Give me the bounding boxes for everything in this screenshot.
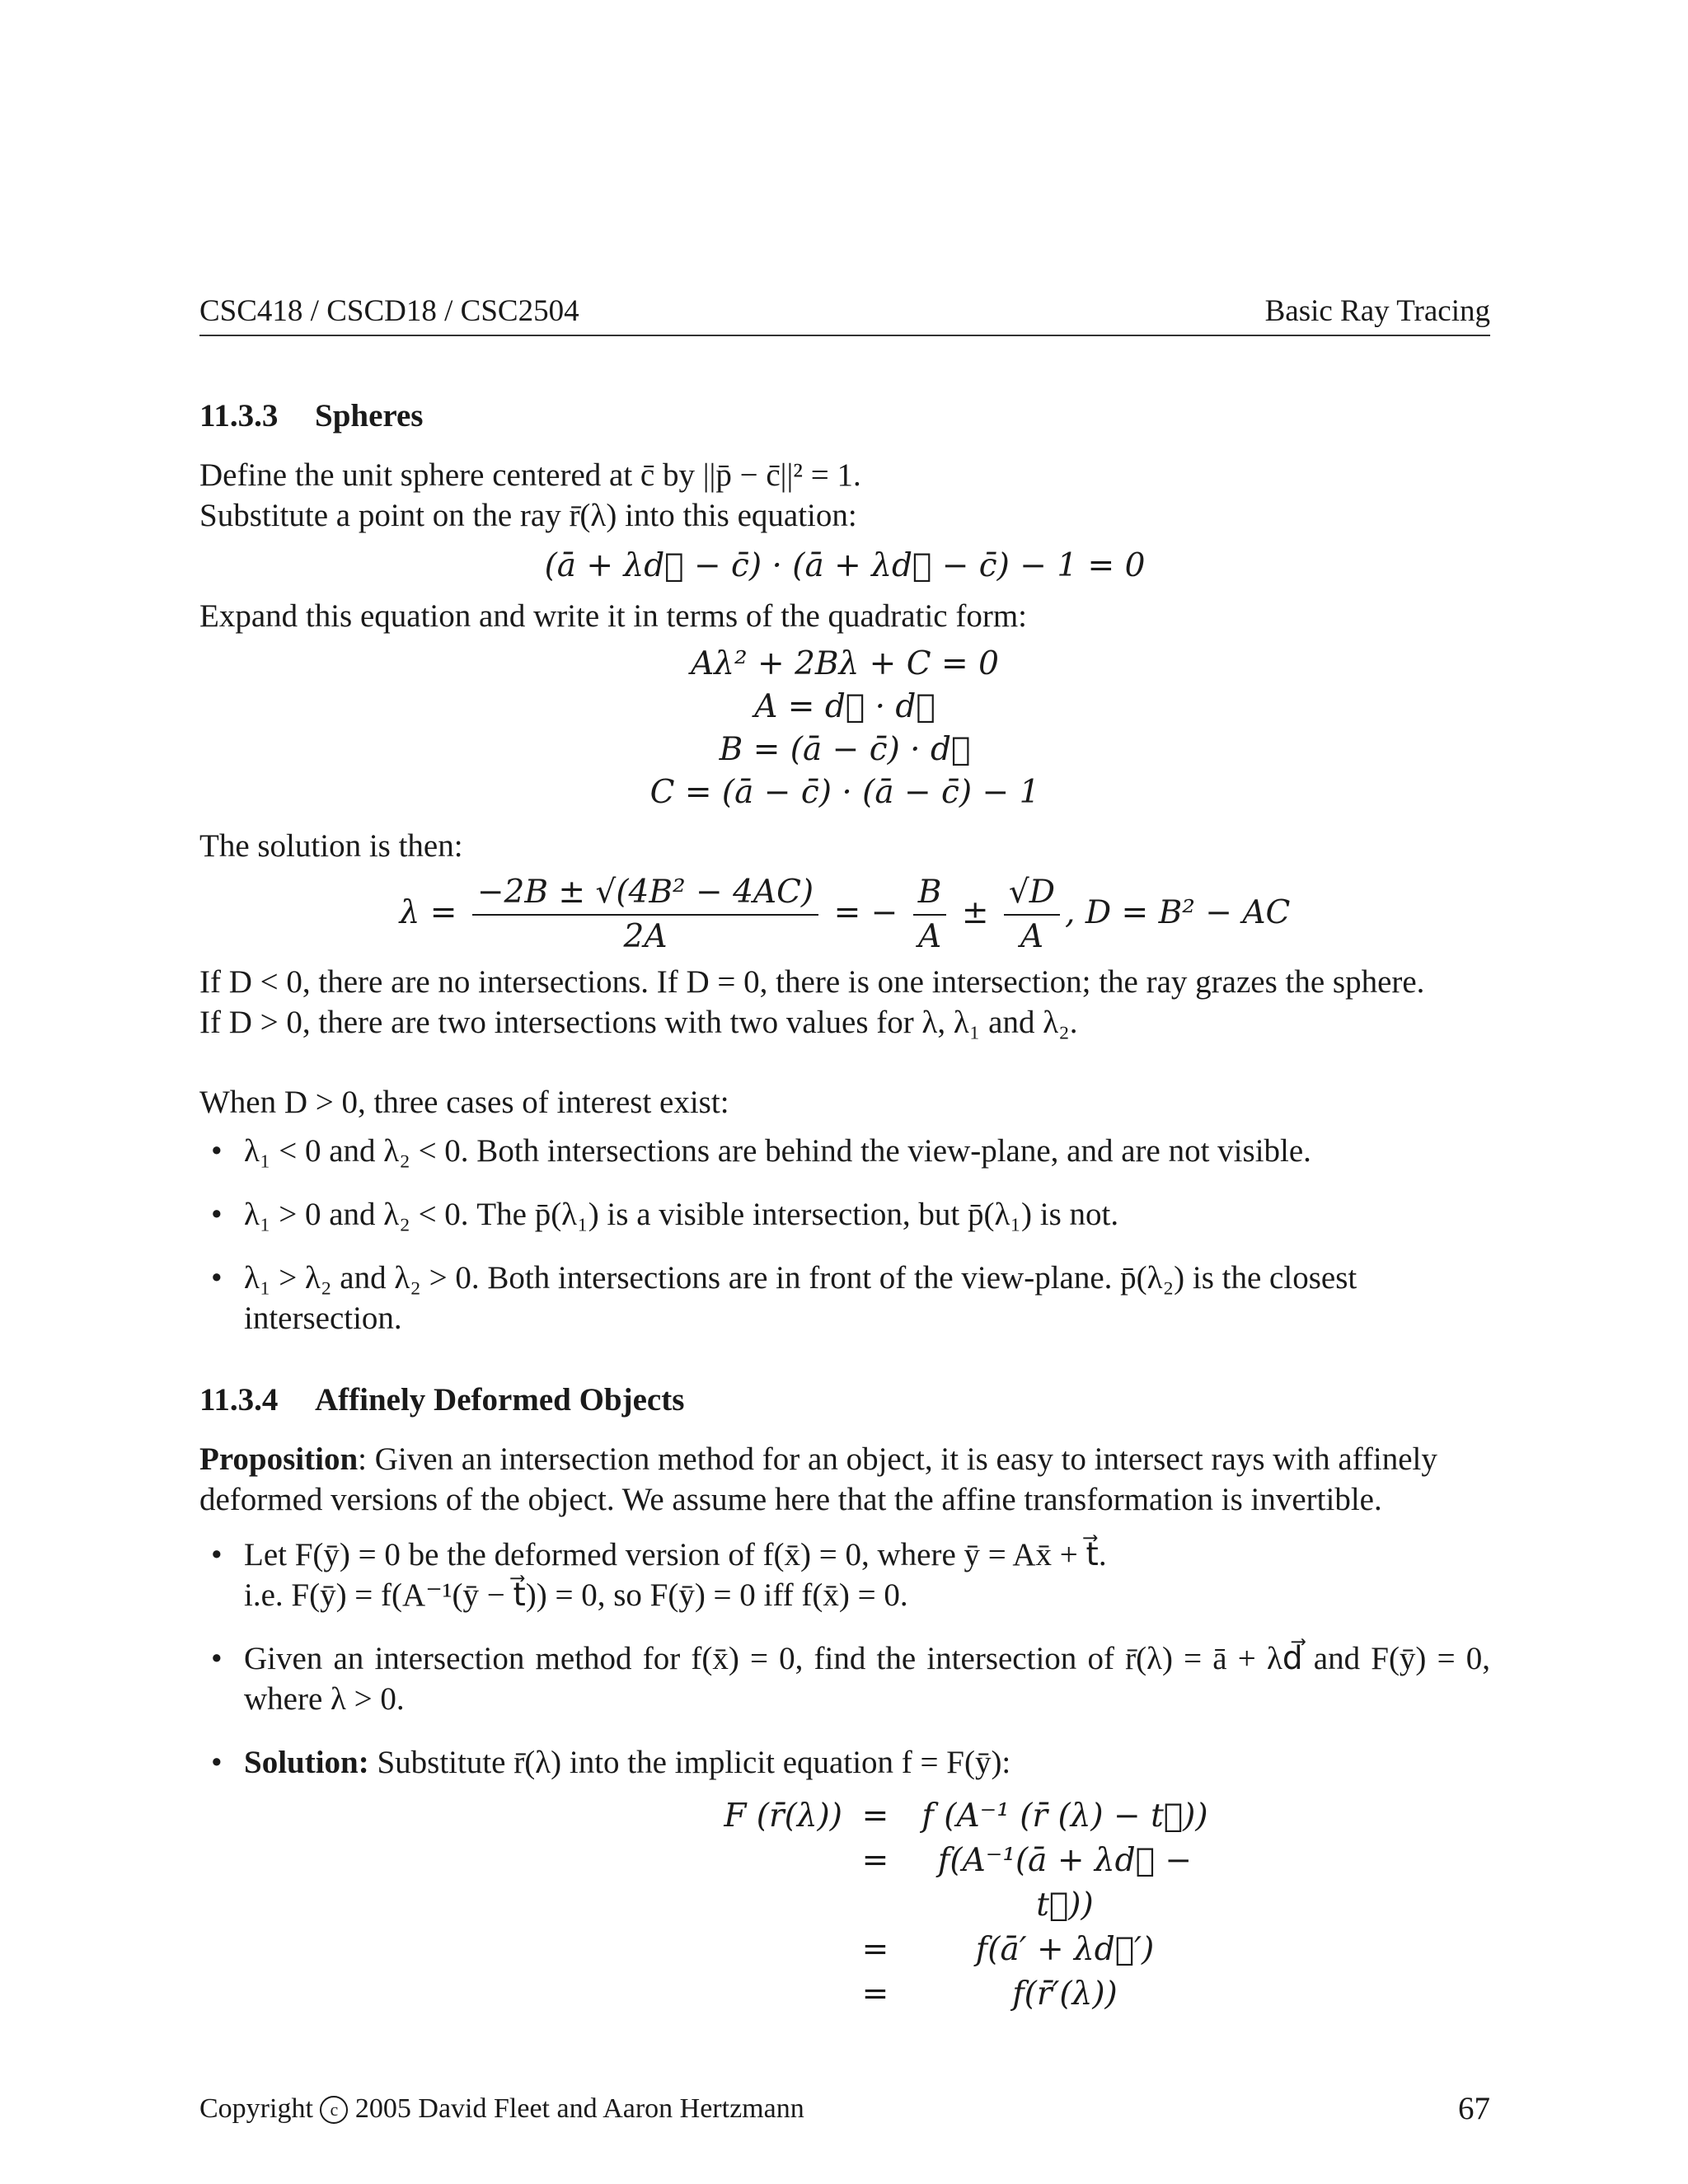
numerator: √D	[1004, 871, 1060, 916]
section-heading-affine	[199, 1380, 1490, 1421]
equation-display: (ā + λd⃗ − c̄) · (ā + λd⃗ − c̄) − 1 = 0	[544, 547, 1146, 584]
list-item: • Given an intersection method for f(x̄) = 0, find the intersection of r̄(λ) = ā + λd⃗ and F(ȳ) = 0, where λ > 0.	[244, 1638, 1490, 1719]
quadratic-form-equations	[199, 643, 1490, 814]
proposition-label: Proposition	[199, 1441, 359, 1477]
page-body	[199, 396, 1490, 2017]
solution-text: Substitute r̄(λ) into the implicit equation f = F(ȳ):	[368, 1745, 1011, 1780]
bullet-line: i.e. F(ȳ) = f(A⁻¹(ȳ − t⃗)) = 0, so F(ȳ) = 0 iff f(x̄) = 0.	[244, 1577, 908, 1613]
copyright-notice	[199, 2093, 804, 2125]
section-title: Spheres	[315, 398, 424, 434]
equation-line: C = (ā − c̄) · (ā − c̄) − 1	[649, 774, 1040, 811]
equals-sign: =	[861, 1797, 889, 1835]
discriminant-definition: , D = B² − AC	[1065, 894, 1291, 931]
derivation	[628, 1794, 1490, 2017]
section-title: Affinely Deformed Objects	[315, 1382, 685, 1418]
derivation-rhs: f (A⁻¹ (r̄ (λ) − t⃗))	[921, 1797, 1208, 1835]
equation-line: A = d⃗ · d⃗	[754, 688, 935, 725]
chapter-title: Basic Ray Tracing	[1264, 294, 1490, 328]
list-item: • λ₁ > λ₂ and λ₂ > 0. Both intersections are in front of the view-plane. p̄(λ₂) is the closest intersection.	[244, 1258, 1490, 1338]
equation-line: B = (ā − c̄) · d⃗	[719, 731, 971, 768]
list-item: • λ₁ > 0 and λ₂ < 0. The p̄(λ₁) is a visible intersection, but p̄(λ₁) is not.	[244, 1194, 1490, 1235]
list-item	[244, 1535, 1490, 1615]
equation-line: Aλ² + 2Bλ + C = 0	[691, 645, 999, 682]
proposition-text: : Given an intersection method for an object, it is easy to intersect rays with affinely deformed versions of the object. We assume here that the affine transformation is invertible.	[199, 1441, 1437, 1517]
derivation-rhs: f(ā′ + λd⃗′)	[975, 1931, 1155, 1968]
fraction	[472, 871, 818, 958]
denominator: A	[1020, 918, 1044, 955]
section-number: 11.3.4	[199, 1382, 279, 1418]
proposition-paragraph	[199, 1439, 1490, 1520]
bullet-line: • Let F(ȳ) = 0 be the deformed version of f(x̄) = 0, where ȳ = Ax̄ + t⃗.	[244, 1537, 1107, 1572]
paragraph: Expand this equation and write it in terms of the quadratic form:	[199, 598, 1027, 634]
solution-label: Solution:	[244, 1745, 369, 1780]
derivation-lhs: F (r̄(λ))	[724, 1797, 842, 1835]
section-heading-spheres	[199, 396, 1490, 437]
cases-list	[199, 1131, 1490, 1338]
paragraph: If D < 0, there are no intersections. If D = 0, there is one intersection; the ray grazes the sphere.	[199, 964, 1425, 1000]
course-codes: CSC418 / CSCD18 / CSC2504	[199, 294, 579, 328]
equals-minus: = −	[833, 894, 898, 931]
copyright-word: Copyright	[199, 2093, 313, 2124]
paragraph: The solution is then:	[199, 828, 463, 864]
section-number: 11.3.3	[199, 398, 279, 434]
equals-sign: =	[861, 1931, 889, 1968]
denominator: A	[917, 918, 942, 955]
copyright-text: 2005 David Fleet and Aaron Hertzmann	[354, 2093, 804, 2124]
page-number: 67	[1458, 2091, 1490, 2126]
equals-sign: =	[861, 1842, 889, 1879]
lambda-lhs: λ =	[399, 894, 457, 931]
list-item	[244, 1742, 1490, 1783]
affine-bullets	[199, 1535, 1490, 1783]
numerator: B	[913, 871, 947, 916]
numerator: −2B ± √(4B² − 4AC)	[472, 871, 818, 916]
fraction	[913, 871, 947, 958]
solution-equation	[199, 871, 1490, 958]
plus-minus: ±	[961, 894, 989, 931]
paragraph: Substitute a point on the ray r̄(λ) into this equation:	[199, 498, 857, 533]
fraction	[1004, 871, 1060, 958]
equals-sign: =	[861, 1975, 889, 2013]
copyright-icon: c	[320, 2096, 348, 2124]
list-item: • λ₁ < 0 and λ₂ < 0. Both intersections are behind the view-plane, and are not visible.	[244, 1131, 1490, 1171]
paragraph: When D > 0, three cases of interest exist:	[199, 1085, 729, 1120]
paragraph: Define the unit sphere centered at c̄ by ||p̄ − c̄||² = 1.	[199, 457, 861, 493]
derivation-rhs: f(A⁻¹(ā + λd⃗ − t⃗))	[937, 1842, 1193, 1924]
paragraph: If D > 0, there are two intersections with two values for λ, λ₁ and λ₂.	[199, 1005, 1078, 1040]
denominator: 2A	[623, 918, 668, 955]
running-header	[199, 293, 1490, 336]
derivation-rhs: f(r̄′(λ))	[1012, 1975, 1118, 2013]
